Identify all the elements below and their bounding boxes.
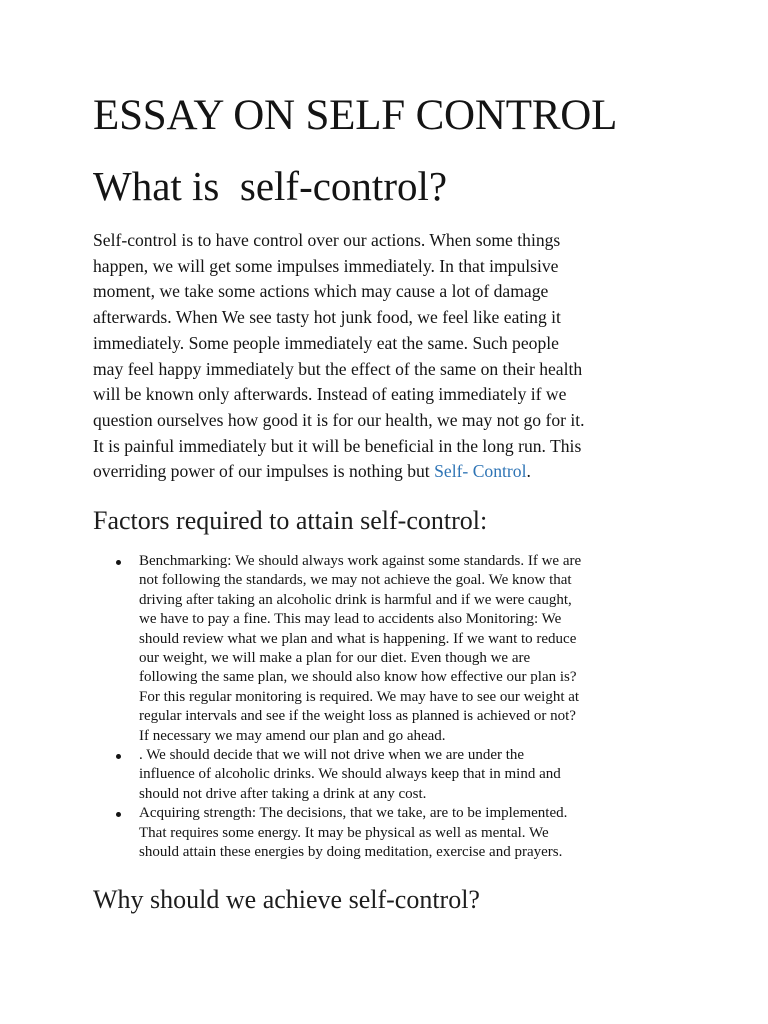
intro-line: question ourselves how good it is for our health, we may not go for it.	[93, 409, 585, 430]
list-item-line: . We should decide that we will not drive when we are under the	[139, 747, 525, 764]
intro-line: may feel happy immediately but the effect of the same on their health	[93, 358, 583, 379]
intro-last-prefix: overriding power of our impulses is nothing but	[93, 461, 435, 482]
factors-list	[112, 552, 692, 863]
section-heading-what-is-self-control: What is self-control?	[93, 163, 448, 209]
list-item-line: not following the standards, we may not achieve the goal. We know that	[139, 572, 572, 589]
list-item-line: we have to pay a fine. This may lead to accidents also Monitoring: We	[139, 611, 562, 628]
list-item-line: following the same plan, we should also know how effective our plan is?	[139, 669, 577, 686]
intro-line: moment, we take some actions which may cause a lot of damage	[93, 281, 549, 302]
document-title: ESSAY ON SELF CONTROL	[93, 92, 618, 139]
section-heading-why-achieve: Why should we achieve self-control?	[93, 885, 480, 914]
list-item-line: Acquiring strength: The decisions, that we take, are to be implemented.	[139, 805, 568, 822]
intro-last-line	[93, 459, 693, 485]
list-item-line: If necessary we may amend our plan and go ahead.	[139, 727, 446, 744]
list-item-line: driving after taking an alcoholic drink is harmful and if we were caught,	[139, 591, 572, 608]
list-item-line: For this regular monitoring is required. We may have to see our weight at	[139, 688, 580, 705]
list-item-line: should not drive after taking a drink at any cost.	[139, 785, 427, 802]
intro-line: immediately. Some people immediately eat the same. Such people	[93, 332, 559, 353]
self-control-link[interactable]: Self- Control	[434, 461, 527, 482]
intro-line: will be known only afterwards. Instead of eating immediately if we	[93, 384, 567, 405]
section-heading-factors: Factors required to attain self-control:	[93, 506, 488, 535]
list-item-line: regular intervals and see if the weight loss as planned is achieved or not?	[139, 708, 576, 725]
intro-line: happen, we will get some impulses immediately. In that impulsive	[93, 255, 559, 276]
list-item-line: Benchmarking: We should always work against some standards. If we are	[139, 553, 582, 569]
list-item-line: influence of alcoholic drinks. We should always keep that in mind and	[139, 766, 561, 783]
bullet-icon	[116, 560, 121, 565]
list-item	[112, 552, 692, 746]
list-item	[112, 804, 692, 862]
bullet-icon	[116, 812, 121, 817]
list-item-line: That requires some energy. It may be physical as well as mental. We	[139, 824, 549, 841]
intro-line: afterwards. When We see tasty hot junk food, we feel like eating it	[93, 307, 561, 328]
bullet-icon	[116, 754, 121, 759]
intro-line: Self-control is to have control over our actions. When some things	[93, 230, 561, 250]
list-item-line: should attain these energies by doing meditation, exercise and prayers.	[139, 844, 563, 861]
intro-line: It is painful immediately but it will be beneficial in the long run. This	[93, 435, 582, 456]
list-item-line: should review what we plan and what is happening. If we want to reduce	[139, 630, 577, 647]
list-item	[112, 746, 692, 804]
intro-paragraph	[93, 228, 693, 485]
list-item-line: our weight, we will make a plan for our diet. Even though we are	[139, 650, 531, 667]
intro-last-suffix: .	[526, 461, 531, 482]
